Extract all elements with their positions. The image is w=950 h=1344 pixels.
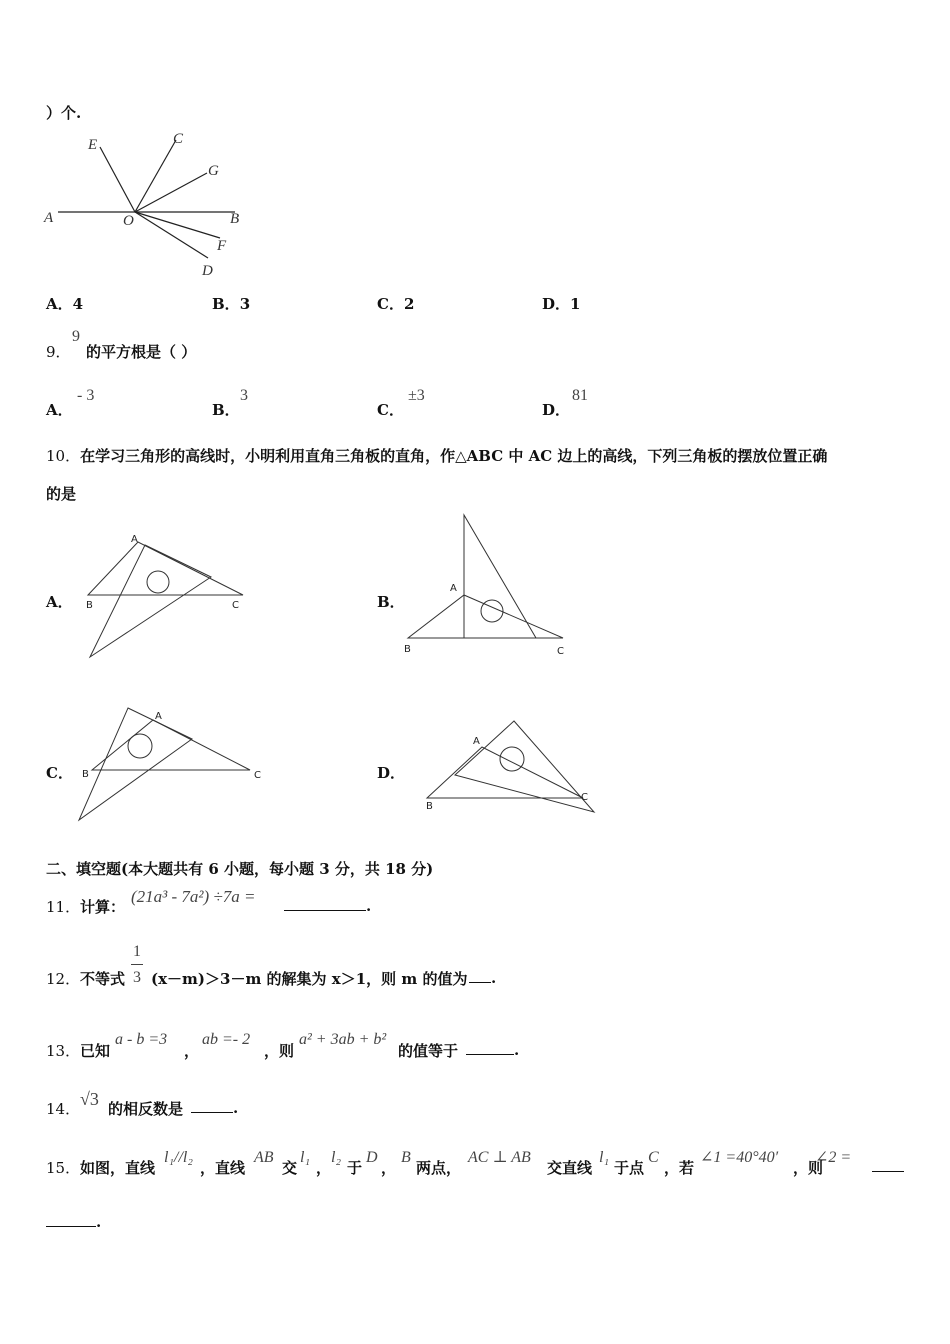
fig-a-label-a: A [131,534,138,545]
q9-option-a[interactable]: A． [46,401,73,419]
q14-math: √3 [80,1089,99,1109]
q15-t11: ，则 [793,1159,824,1177]
q9-number: 9． [46,343,71,361]
q11-math: (21a³ - 7a²) ÷7a = [131,887,256,906]
q15-t3: 交 [282,1159,298,1177]
q15-number: 15． [46,1159,81,1177]
q9-option-b[interactable]: B． [212,401,240,419]
fig-a-label-b: B [86,600,93,611]
q15-t7: 两点， [416,1159,462,1177]
q12-number: 12． [46,970,81,988]
q13-sep: ， [184,1042,200,1060]
q12-answer[interactable]: . [469,968,496,987]
q15-m1: l₁//l₂ [164,1149,193,1166]
label-C: C [173,131,184,147]
section-2-heading: 二、填空题(本大题共有 6 小题，每小题 3 分，共 18 分) [46,860,434,878]
fig-b-label-c: C [557,646,564,657]
q13-number: 13． [46,1042,81,1060]
q15-t10: ，若 [664,1159,695,1177]
q15-m11: ∠2 = [815,1149,852,1166]
label-G: G [208,163,219,179]
q15-t4: ， [316,1159,332,1177]
q10-figure-a [80,525,255,665]
q14-answer[interactable]: . [191,1098,238,1117]
q8-option-b[interactable]: B．3 [212,295,251,313]
q15-m4: l₂ [331,1149,342,1166]
q15-m9: C [648,1149,659,1166]
fig-b-label-a: A [450,583,457,594]
q13-math-a: a - b =3 [115,1031,168,1048]
q9-option-c[interactable]: C． [377,401,404,419]
q15-t1: 如图，直线 [80,1159,156,1177]
q8-angle-figure [40,125,260,285]
q14-text: 的相反数是 [108,1100,184,1118]
q15-m10: ∠1 =40°40′ [700,1149,779,1166]
q13-text-a: 已知 [80,1042,111,1060]
q15-m5: D [366,1149,378,1166]
q8-tail: ）个. [46,104,82,122]
q12-frac-bar [131,964,143,965]
label-B: B [230,211,240,227]
q15-answer-part1[interactable] [872,1157,904,1176]
label-O: O [123,213,134,229]
fig-b-label-b: B [404,644,411,655]
fig-c-label-c: C [254,770,261,781]
q10-option-a[interactable]: A． [46,593,73,611]
q13-answer[interactable]: . [466,1040,519,1059]
q10-line1: 10．在学习三角形的高线时，小明利用直角三角板的直角，作△ABC 中 AC 边上的高线，下列三角板的摆放位置正确 [46,447,828,465]
q10-figure-b [400,510,575,660]
q14-number: 14． [46,1100,81,1118]
q9-math: 9 [72,328,80,345]
q10-line2: 的是 [46,485,77,503]
fig-c-label-a: A [155,711,162,722]
q15-answer-part2[interactable]: . [46,1212,101,1231]
q9-option-d[interactable]: D． [542,401,571,419]
q9-option-c-value: ±3 [408,387,425,404]
q15-t6: ， [381,1159,397,1177]
q9-option-d-value: 81 [572,387,588,404]
q10-option-c[interactable]: C． [46,764,73,782]
fig-c-label-b: B [82,769,89,780]
q9-option-b-value: 3 [240,387,248,404]
q15-t2: ，直线 [200,1159,246,1177]
q15-m7: AC ⊥ AB [468,1149,531,1166]
label-D: D [202,263,213,279]
label-E: E [88,137,98,153]
q10-option-b[interactable]: B． [377,593,405,611]
q8-option-a[interactable]: A．4 [46,295,84,313]
q10-figure-d [420,715,605,825]
q13-text-b: ，则 [264,1042,295,1060]
q10-option-d[interactable]: D． [377,764,406,782]
q11-answer[interactable]: . [284,896,371,915]
fig-d-label-a: A [473,736,480,747]
q15-t8: 交直线 [547,1159,593,1177]
q12-text-a: 不等式 [80,970,126,988]
q11-number: 11． [46,898,81,916]
q11-text: 计算： [80,898,126,916]
q8-option-c[interactable]: C．2 [377,295,415,313]
q12-frac-den: 3 [133,969,141,986]
q12-frac-num: 1 [133,943,141,960]
q8-option-d[interactable]: D．1 [542,295,581,313]
q15-t5: 于 [347,1159,363,1177]
fig-a-label-c: C [232,600,239,611]
fig-d-label-c: C [581,792,588,803]
fig-d-label-b: B [426,801,433,812]
label-F: F [217,238,227,254]
q9-option-a-value: - 3 [77,387,95,404]
q15-m8: l₁ [599,1149,610,1166]
q9-text: 的平方根是（ ） [86,343,197,361]
q13-math-c: a² + 3ab + b² [299,1031,387,1048]
q13-text-c: 的值等于 [398,1042,459,1060]
q13-math-b: ab =- 2 [202,1031,251,1048]
q15-m3: l₁ [300,1149,311,1166]
label-A: A [44,210,54,226]
q12-text-b: (x－m)＞3－m 的解集为 x＞1，则 m 的值为 [151,970,468,988]
q15-m2: AB [254,1149,274,1166]
q10-figure-c [70,700,270,830]
q15-t9: 于点 [614,1159,645,1177]
q15-m6: B [401,1149,411,1166]
